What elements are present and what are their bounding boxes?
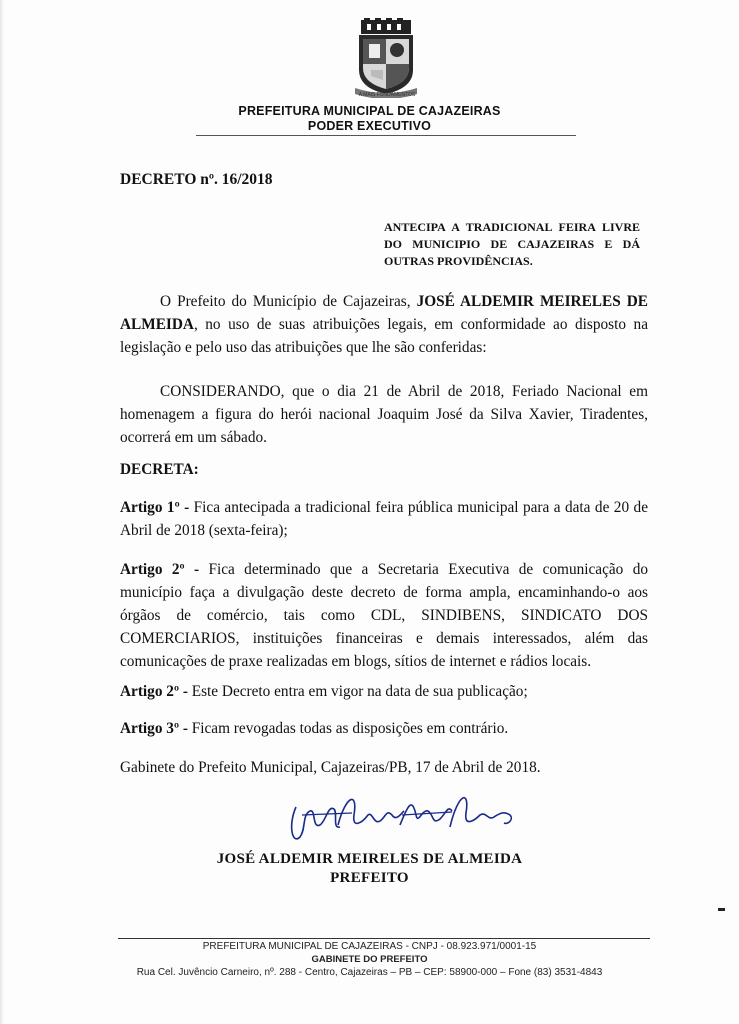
intro-text-b: , no uso de suas atribuições legais, em conformidade ao disposto na legislação e pelo uso das atribuições que lhe são conferidas: <box>120 316 648 356</box>
intro-paragraph <box>120 290 648 359</box>
municipal-crest-logo <box>355 18 417 98</box>
footer-office: GABINETE DO PREFEITO <box>311 954 428 965</box>
signatory-name: JOSÉ ALDEMIR MEIRELES DE ALMEIDA <box>216 851 523 867</box>
article-label: Artigo 2º - <box>120 683 188 700</box>
article-label: Artigo 1º - <box>120 499 190 516</box>
article-2 <box>120 558 648 673</box>
decree-number: DECRETO nº. 16/2018 <box>120 171 273 188</box>
article-text: Este Decreto entra em vigor na data de sua publicação; <box>187 683 528 700</box>
signatory-role: PREFEITO <box>330 870 409 886</box>
handwritten-signature <box>282 785 522 855</box>
footer-divider <box>118 938 650 939</box>
scan-mark <box>718 908 725 911</box>
crest-motto: A MAIS FUNDAMENTOS <box>358 92 416 98</box>
footer-address: Rua Cel. Juvêncio Carneiro, nº. 288 - Centro, Cajazeiras – PB – CEP: 58900-000 – Fone (83) 3531-4843 <box>136 967 603 978</box>
header-branch: PODER EXECUTIVO <box>307 119 432 133</box>
header-institution: PREFEITURA MUNICIPAL DE CAJAZEIRAS <box>238 104 501 118</box>
article-text: Fica determinado que a Secretaria Executiva de comunicação do município faça a divulgação deste decreto de forma ampla, encaminhando-o aos órgãos de comércio, tais como CDL, SINDIBENS, SINDICATO DOS COMERCIARIOS, instituições financeiras e demais interessados, além das comunicações de praxe realizadas em blogs, sítios de internet e rádios locais. <box>120 561 648 670</box>
closing-place-date: Gabinete do Prefeito Municipal, Cajazeiras/PB, 17 de Abril de 2018. <box>120 759 541 776</box>
considerando-paragraph: CONSIDERANDO, que o dia 21 de Abril de 2018, Feriado Nacional em homenagem a figura do herói nacional Joaquim José da Silva Xavier, Tiradentes, ocorrerá em um sábado. <box>120 383 648 446</box>
article-1 <box>120 496 648 542</box>
decreta-heading: DECRETA: <box>120 461 199 478</box>
intro-text-a: O Prefeito do Município de Cajazeiras, <box>160 293 417 310</box>
header-divider <box>196 135 576 136</box>
footer-institution: PREFEITURA MUNICIPAL DE CAJAZEIRAS - CNPJ - 08.923.971/0001-15 <box>202 941 537 952</box>
intro-mayor-name: JOSÉ ALDEMIR MEIRELES DE ALMEIDA <box>120 293 648 333</box>
article-text: Fica antecipada a tradicional feira pública municipal para a data de 20 de Abril de 2018 (sexta-feira); <box>120 499 648 539</box>
article-text: Ficam revogadas todas as disposições em contrário. <box>187 720 509 737</box>
article-3 <box>120 717 648 740</box>
article-label: Artigo 2º - <box>120 561 200 578</box>
decree-ementa: ANTECIPA A TRADICIONAL FEIRA LIVRE DO MUNICIPIO DE CAJAZEIRAS E DÁ OUTRAS PROVIDÊNCIAS. <box>384 220 640 268</box>
article-2-vigencia <box>120 680 648 703</box>
article-label: Artigo 3º - <box>120 720 188 737</box>
